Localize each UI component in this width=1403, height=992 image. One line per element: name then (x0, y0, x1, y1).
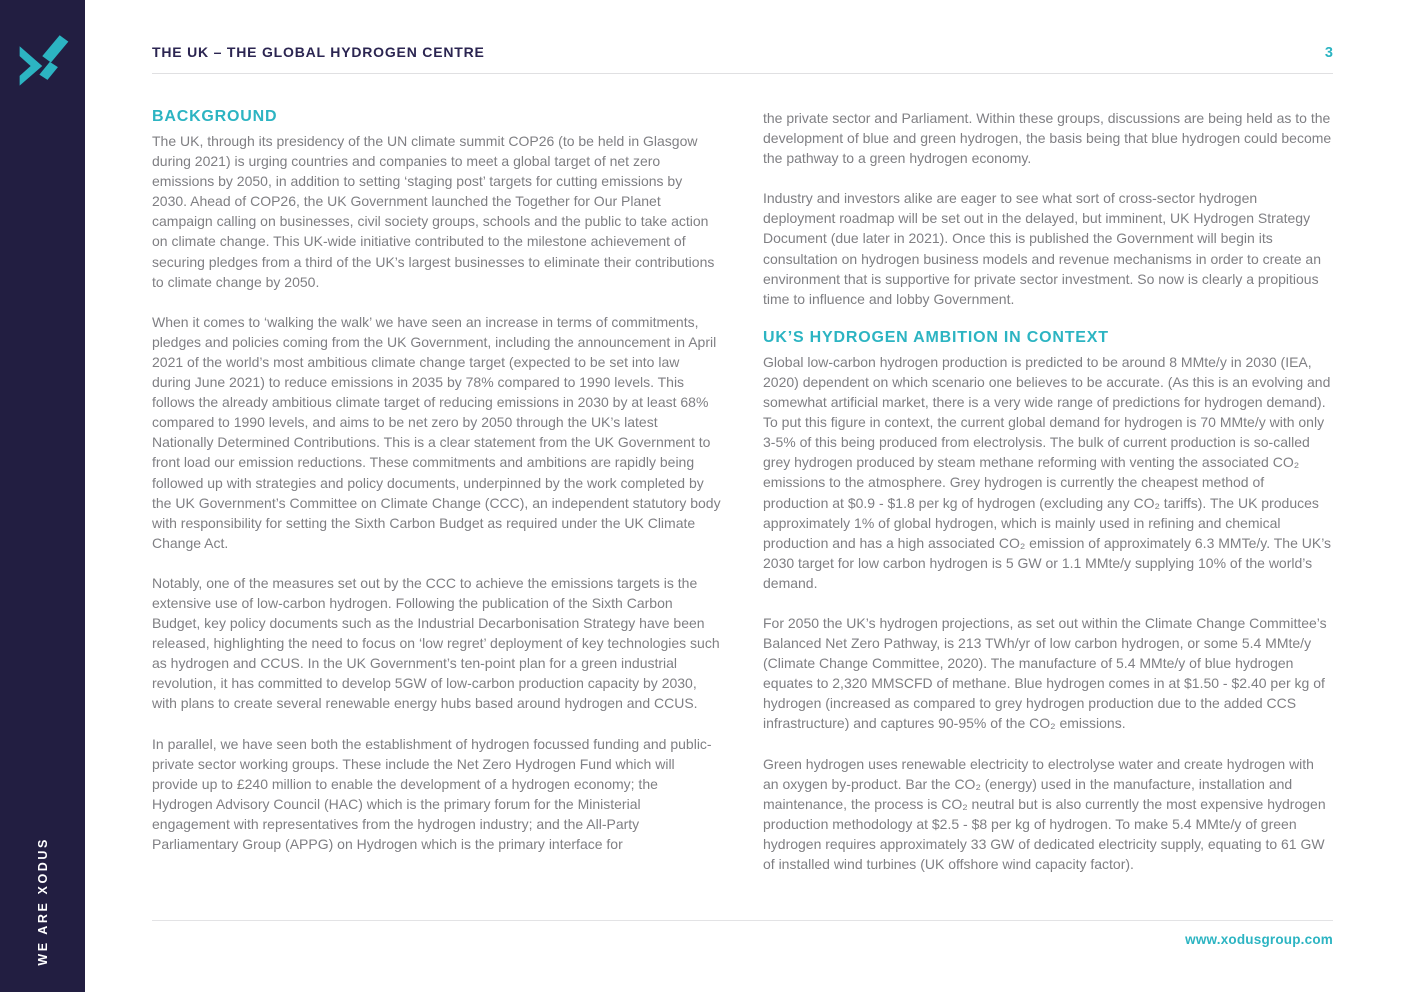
body-paragraph: The UK, through its presidency of the UN climate summit COP26 (to be held in Glasgow during 2021) is urging countries and companies to meet a global target of net zero emissions by 2050, in addition to setting ‘staging post’ targets for cutting emissions by 2030. Ahead of COP26, the UK Government launched the Together for Our Planet campaign calling on businesses, civil society groups, schools and the public to take action on climate change. This UK-wide initiative contributed to the milestone achievement of securing pledges from a third of the UK’s largest businesses to eliminate their contributions to climate change by 2050. (152, 133, 715, 290)
section-heading-uk-hydrogen-ambition: UK’S HYDROGEN AMBITION IN CONTEXT (763, 328, 1109, 346)
page-content (85, 0, 1403, 992)
body-paragraph: Global low-carbon hydrogen production is predicted to be around 8 MMte/y in 2030 (IEA, 2020) dependent on which scenario one believes to be accurate. (As this is an evolving and somewhat artificial market, there is a very wide range of predictions for hydrogen demand). To put this figure in context, the current global demand for hydrogen is 70 MMte/y with only 3-5% of this being produced from electrolysis. The bulk of current production is so-called grey hydrogen produced by steam methane reforming with venting the associated CO₂ emissions to the atmosphere. Grey hydrogen is currently the cheapest method of production at $0.9 - $1.8 per kg of hydrogen (excluding any CO₂ tariffs). The UK produces approximately 1% of global hydrogen, which is mainly used in refining and chemical production and has a high associated CO₂ emission of approximately 6.3 MMTe/y. The UK’s 2030 target for low carbon hydrogen is 5 GW or 1.1 MMte/y supplying 10% of the world’s demand. (763, 353, 1332, 591)
right-column (763, 108, 1332, 894)
page-title: THE UK – THE GLOBAL HYDROGEN CENTRE (152, 44, 485, 60)
left-column (152, 108, 721, 894)
sidebar-tagline: WE ARE XODUS (35, 837, 50, 966)
body-paragraph: For 2050 the UK’s hydrogen projections, as set out within the Climate Change Committee’s Balanced Net Zero Pathway, is 213 TWh/yr of low carbon hydrogen, or some 5.4 MMte/y (Climate Change Committee, 2020). The manufacture of 5.4 MMte/y of blue hydrogen equates to 2,320 MMSCFD of methane. Blue hydrogen comes in at $1.50 - $2.40 per kg of hydrogen (increased as compared to grey hydrogen production due to the added CCS infrastructure) and captures 90-95% of the CO₂ emissions. (763, 614, 1327, 732)
body-paragraph: Green hydrogen uses renewable electricity to electrolyse water and create hydrogen with an oxygen by-product. Bar the CO₂ (energy) used in the manufacture, installation and maintenance, the process is CO₂ neutral but is also currently the most expensive hydrogen production methodology at $2.5 - $8 per kg of hydrogen. To make 5.4 MMte/y of green hydrogen requires approximately 33 GW of dedicated electricity supply, equating to 61 GW of installed wind turbines (UK offshore wind capacity factor). (763, 755, 1326, 872)
body-paragraph: Notably, one of the measures set out by the CCC to achieve the emissions targets is the extensive use of low-carbon hydrogen. Following the publication of the Sixth Carbon Budget, key policy documents such as the Industrial Decarbonisation Strategy have been released, highlighting the need to focus on ‘low regret’ deployment of key technologies such as hydrogen and CCUS. In the UK Government’s ten-point plan for a green industrial revolution, it has committed to develop 5GW of low-carbon production capacity by 2030, with plans to create several renewable energy hubs based around hydrogen and CCUS. (152, 574, 720, 712)
footer-rule (152, 920, 1333, 921)
header-rule (152, 73, 1333, 74)
website-link[interactable]: www.xodusgroup.com (1185, 932, 1333, 947)
body-paragraph: In parallel, we have seen both the establishment of hydrogen focussed funding and public-private sector working groups. These include the Net Zero Hydrogen Fund which will provide up to £240 million to enable the development of a hydrogen economy; the Hydrogen Advisory Council (HAC) which is the primary forum for the Ministerial engagement with representatives from the hydrogen industry; and the All-Party Parliamentary Group (APPG) on Hydrogen which is the primary interface for (152, 735, 712, 852)
page-number: 3 (1324, 45, 1333, 61)
sidebar (0, 0, 85, 992)
two-column-body (152, 108, 1333, 894)
xodus-logo-icon (15, 27, 73, 91)
section-heading-background: BACKGROUND (152, 108, 278, 125)
body-paragraph: When it comes to ‘walking the walk’ we have seen an increase in terms of commitments, pledges and policies coming from the UK Government, including the announcement in April 2021 of the world’s most ambitious climate change target (expected to be set into law during June 2021) to reduce emissions in 2035 by 78% compared to 1990 levels. This follows the already ambitious climate target of reducing emissions in 2030 by at least 68% compared to 1990 levels, and aims to be net zero by 2050 through the UK’s latest Nationally Determined Contributions. This is a clear statement from the UK Government to front load our emission reductions. These commitments and ambitions are rapidly being followed up with strategies and policy documents, underpinned by the work completed by the UK Government’s Committee on Climate Change (CCC), an independent statutory body with responsibility for setting the Sixth Carbon Budget as required under the UK Climate Change Act. (152, 313, 721, 551)
page-footer (152, 920, 1333, 947)
page-header (152, 44, 1333, 61)
body-paragraph: Industry and investors alike are eager to see what sort of cross-sector hydrogen deployment roadmap will be set out in the delayed, but imminent, UK Hydrogen Strategy Document (due later in 2021). Once this is published the Government will begin its consultation on hydrogen business models and revenue mechanisms in order to create an environment that is supportive for private sector investment. So now is clearly a propitious time to influence and lobby Government. (763, 190, 1321, 307)
body-paragraph: the private sector and Parliament. Within these groups, discussions are being held as to the development of blue and green hydrogen, the basis being that blue hydrogen could become the pathway to a green hydrogen economy. (763, 110, 1332, 167)
